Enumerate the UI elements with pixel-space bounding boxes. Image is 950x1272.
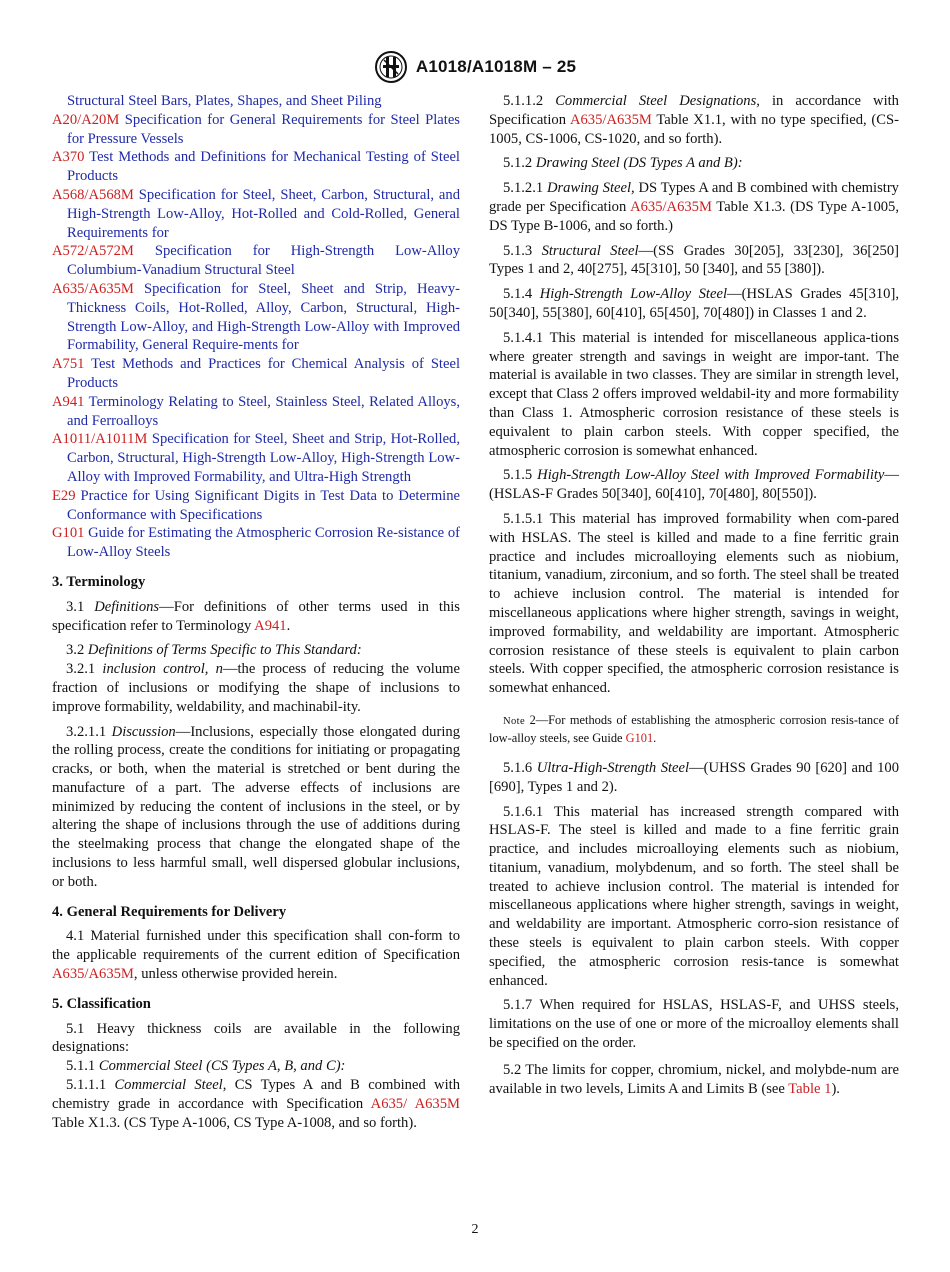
paragraph-5-1-3: 5.1.3 Structural Steel—(SS Grades 30[205], 33[230], 36[250] Types 1 and 2, 40[275], 45[310], 50 [340], and 55 [380]). (489, 242, 899, 278)
reference-code-link[interactable]: A941 (52, 393, 85, 410)
reference-title-link[interactable]: Terminology Relating to Steel, Stainless Steel, Related Alloys, and Ferroalloys (67, 393, 460, 429)
reference-item (52, 430, 460, 486)
note-2: Note 2—For methods of establishing the atmospheric corrosion resis-tance of low-alloy steels, see Guide G101. (489, 712, 899, 746)
page-header (0, 50, 950, 84)
reference-code-link[interactable]: A572/A572M (52, 243, 134, 260)
reference-code-link[interactable]: G101 (52, 525, 85, 542)
reference-item (52, 111, 460, 149)
reference-title-link[interactable]: Practice for Using Significant Digits in Test Data to Determine Conformance with Specifications (67, 487, 460, 523)
terminology-link[interactable]: A941 (254, 617, 287, 634)
paragraph-5-1-1-2: 5.1.1.2 Commercial Steel Designations, in accordance with Specification A635/A635M Table X1.1, with no type specified, (CS-1005, CS-1006, CS-1020, and so forth). (489, 93, 899, 147)
reference-item (52, 393, 460, 431)
paragraph-5-1: 5.1 Heavy thickness coils are available in the following designations: (52, 1020, 460, 1056)
reference-code-link[interactable]: A568/A568M (52, 186, 134, 203)
reference-code-link[interactable]: A1011/A1011M (52, 431, 148, 448)
reference-code-link[interactable]: A635/A635M (52, 280, 134, 297)
paragraph-5-1-5-1: 5.1.5.1 This material has improved formability when com-pared with HSLAS. The steel is killed and made to a fine ferritic grain practice and includes microalloying elements such as niobium, titanium, vanadium, zirconium, and so forth. The steel shall be treated to achieve inclusion control. The material is intended for miscellaneous applications where higher strength, savings in weight, improved formability, and weldability are important. Atmospheric corrosion resistance of these steels is equivalent to plain carbon steels. With copper specified, the atmospheric corrosion resistance is somewhat enhanced. (489, 510, 899, 697)
reference-continuation: Structural Steel Bars, Plates, Shapes, and Sheet Piling (67, 93, 382, 109)
reference-code-link[interactable]: A20/A20M (52, 111, 120, 128)
specification-link[interactable]: A635/A635M (569, 111, 652, 128)
section-heading: 3. Terminology (52, 573, 146, 590)
reference-code-link[interactable]: E29 (52, 487, 76, 504)
page-number: 2 (471, 1222, 479, 1237)
paragraph-5-1-6: 5.1.6 Ultra-High-Strength Steel—(UHSS Grades 90 [620] and 100 [690], Types 1 and 2). (489, 759, 900, 795)
reference-title-link[interactable]: Specification for Steel, Sheet and Strip, Heavy-Thickness Coils, Hot-Rolled, Alloy, Carbon, Structural, High-Strength Low-Alloy, and High-Strength Low-Alloy with Improved Formability, General Require-ments for (67, 280, 461, 354)
paragraph-5-1-4: 5.1.4 High-Strength Low-Alloy Steel—(HSLAS Grades 45[310], 50[340], 55[380], 60[410], 65[450], 70[480]) in Classes 1 and 2. (489, 286, 899, 321)
astm-logo-icon (374, 50, 408, 84)
paragraph-5-1-7: 5.1.7 When required for HSLAS, HSLAS-F, and UHSS steels, limitations on the use of one or more of the microalloy elements shall be specified on the order. (489, 997, 899, 1052)
reference-title-link[interactable]: Specification for Steel, Sheet, Carbon, Structural, and High-Strength Low-Alloy, Hot-Rolled and Cold-Rolled, General Requirements for (67, 186, 460, 241)
reference-title-link[interactable]: Specification for General Requirements for Steel Plates for Pressure Vessels (67, 111, 460, 147)
left-column (52, 92, 460, 1138)
reference-item (52, 280, 460, 355)
section-heading: 4. General Requirements for Delivery (52, 903, 287, 920)
reference-title-link[interactable]: Guide for Estimating the Atmospheric Corrosion Re-sistance of Low-Alloy Steels (67, 525, 460, 561)
reference-item (52, 186, 460, 242)
paragraph-5-1-4-1: 5.1.4.1 This material is intended for miscellaneous applica-tions where greater strength and savings in weight are impor-tant. The material is available in two classes. They are similar in strength level, except that Class 2 offers improved weldabil-ity and more formability than Class 1. Atmospheric corrosion resistance of these steels is equivalent to plain carbon steels. With copper specified, the atmospheric corrosion is somewhat enhanced. (489, 329, 899, 459)
reference-title-link[interactable]: Specification for Steel, Sheet and Strip, Hot-Rolled, Carbon, Structural, High-Strength Low-Alloy, High-Strength Low-Alloy with Improved Formability, and Ultra-High Strength (67, 431, 460, 485)
paragraph-5-1-5: 5.1.5 High-Strength Low-Alloy Steel with Improved Formability—(HSLAS-F Grades 50[340], 60[410], 70[480], 80[550]). (489, 467, 900, 503)
paragraph-5-1-2: 5.1.2 Drawing Steel (DS Types A and B): (503, 155, 743, 172)
guide-link[interactable]: G101 (625, 731, 654, 746)
right-column (489, 92, 899, 1104)
reference-title-link[interactable]: Specification for High-Strength Low-Alloy Columbium-Vanadium Structural Steel (67, 243, 460, 279)
reference-item (52, 148, 460, 186)
paragraph-4-1: 4.1 Material furnished under this specification shall con-form to the applicable requirements of the current edition of Specification A635/A635M, unless otherwise provided herein. (52, 928, 460, 983)
reference-code-link[interactable]: A751 (52, 356, 85, 373)
specification-link[interactable]: A635/A635M (630, 198, 712, 215)
reference-item (52, 524, 460, 562)
paragraph-3-2: 3.2 Definitions of Terms Specific to This Standard: (66, 642, 362, 659)
reference-title-link[interactable]: Test Methods and Definitions for Mechanical Testing of Steel Products (67, 149, 460, 185)
reference-item (52, 242, 460, 280)
paragraph-5-1-1: 5.1.1 Commercial Steel (CS Types A, B, and C): (66, 1058, 346, 1075)
paragraph-5-2: 5.2 The limits for copper, chromium, nickel, and molybde-num are available in two levels, Limits A and Limits B (see Table 1). (489, 1061, 899, 1097)
reference-item (52, 487, 460, 525)
note-label: Note (503, 715, 526, 727)
paragraph-3-1: 3.1 Definitions—For definitions of other terms used in this specification refer to Terminology A941. (52, 598, 460, 634)
reference-code-link[interactable]: A370 (52, 149, 85, 166)
specification-link[interactable]: A635/A635M (52, 966, 134, 983)
section-heading: 5. Classification (52, 995, 151, 1012)
paragraph-3-2-1-1: 3.2.1.1 Discussion—Inclusions, especially those elongated during the rolling process, create the conditions for initiating or propagating cracks, or both, when the material is stretched or bent during the manufacture of a part. The adverse effects of inclusions are minimized by reducing the content of inclusions in the steel, or by altering the shape of inclusions through the use of additions during the steelmaking process that change the elongated shape of the inclusions to less harmful small, well dispersed globular inclusions, or both. (52, 723, 460, 890)
paragraph-5-1-1-1: 5.1.1.1 Commercial Steel, CS Types A and B combined with chemistry grade in accordance with Specification A635/ A635M Table X1.3. (CS Type A-1006, CS Type A-1008, and so forth). (52, 1077, 461, 1131)
reference-title-link[interactable]: Test Methods and Practices for Chemical Analysis of Steel Products (67, 356, 460, 391)
document-id: A1018/A1018M – 25 (415, 57, 577, 76)
specification-link[interactable]: A635/ A635M (370, 1095, 461, 1112)
table-link[interactable]: Table 1 (788, 1080, 832, 1097)
paragraph-5-1-6-1: 5.1.6.1 This material has increased strength compared with HSLAS-F. The steel is killed and made to a fine ferritic grain practice, and includes microalloying elements such as niobium, titanium, vanadium, molybdenum, and so forth. The steel shall be treated to achieve inclusion control. The material is intended for miscellaneous applications where higher strength, savings in weight, and weldability are important. Atmospheric corro-sion resistance of these steels is equivalent to plain carbon steels. With copper specified, the atmospheric corrosion resis-tance is somewhat enhanced. (489, 803, 899, 989)
reference-item (52, 355, 460, 393)
paragraph-3-2-1: 3.2.1 inclusion control, n—the process of reducing the volume fraction of inclusions or modifying the shape of inclusions to improve formability, weldability, and machinabil-ity. (52, 661, 460, 715)
paragraph-5-1-2-1: 5.1.2.1 Drawing Steel, DS Types A and B combined with chemistry grade per Specification A635/A635M Table X1.3. (DS Type A-1005, DS Type B-1006, and so forth.) (489, 180, 899, 234)
